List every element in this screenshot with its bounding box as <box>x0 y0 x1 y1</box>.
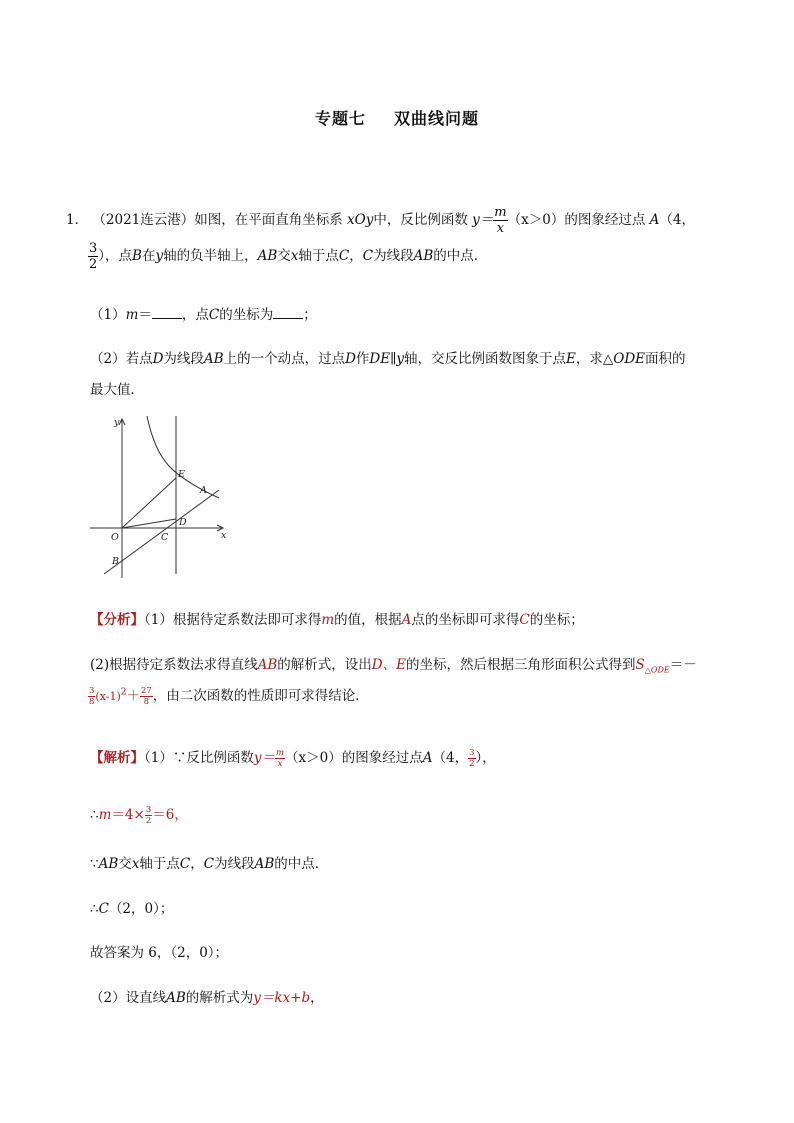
solution-line-2: ∴m＝4× $\frac{3}{2}$ ＝6， <box>90 804 188 826</box>
title-name: 双曲线问题 <box>394 109 480 128</box>
solution-line-4: ∴C（2，0）； <box>90 901 174 917</box>
coordinate-figure <box>84 412 234 582</box>
label-o: O <box>111 532 119 543</box>
answer-blank-m[interactable] <box>152 306 182 319</box>
label-e: E <box>178 469 185 480</box>
analysis-line-2: (2)根据待定系数法求得直线AB的解析式，设出D、E的坐标，然后根据三角形面积公式得到$S_{\triangle ODE}=-$ <box>90 657 697 675</box>
label-c: C <box>161 532 169 543</box>
answer-blank-c[interactable] <box>273 306 303 319</box>
question-2-line-2: 最大值． <box>90 382 144 398</box>
question-1: （1）m＝ ，点C的坐标为 ； <box>90 307 317 323</box>
page-title <box>0 106 794 129</box>
solution-line-3: ∵AB交x轴于点C，C为线段AB的中点． <box>90 856 329 872</box>
label-a: A <box>200 485 207 496</box>
fraction-m-over-x: $\frac{m}{x}$ <box>494 205 507 236</box>
label-d: D <box>179 517 187 528</box>
analysis-line-3: $\frac{3}{8}$ $(x-1)^2+$ $\frac{27}{8}$ ，由二次函数的性质即可求得结论． <box>89 685 369 707</box>
question-2-line-1: （2）若点D为线段AB上的一个动点，过点D作DE∥y轴，交反比例函数图象于点E，求△ODE面积的 <box>90 351 686 367</box>
solution-line-1: 【解析】（1）∵反比例函数y＝ $\frac{m}{x}$ （x＞0）的图象经过点A（4， $\frac{3}{2}$ ）， <box>90 747 496 769</box>
label-x: x <box>221 530 227 541</box>
solution-line-5: 故答案为 6，（2，0）； <box>90 945 229 961</box>
title-topic: 专题七 <box>314 109 366 128</box>
label-b: B <box>112 556 119 567</box>
analysis-line-1: 【分析】（1）根据待定系数法即可求得m的值，根据A点的坐标即可求得C的坐标； <box>90 612 584 628</box>
fraction-three-halves: $\frac{3}{2}$ <box>89 241 98 272</box>
problem-line-2: $\frac{3}{2}$ ），点B在y轴的负半轴上，AB交x轴于点C，C为线段AB的中点． <box>89 241 488 272</box>
label-y: y <box>114 417 120 428</box>
hyperbola-curve <box>147 416 219 498</box>
problem-line-1: 1． （2021连云港）如图，在平面直角坐标系 xOy中，反比例函数 y＝ $\frac{m}{x}$ （x＞0）的图象经过点 A（4， <box>66 205 695 236</box>
solution-line-6: （2）设直线AB的解析式为y＝kx+b， <box>90 990 324 1006</box>
